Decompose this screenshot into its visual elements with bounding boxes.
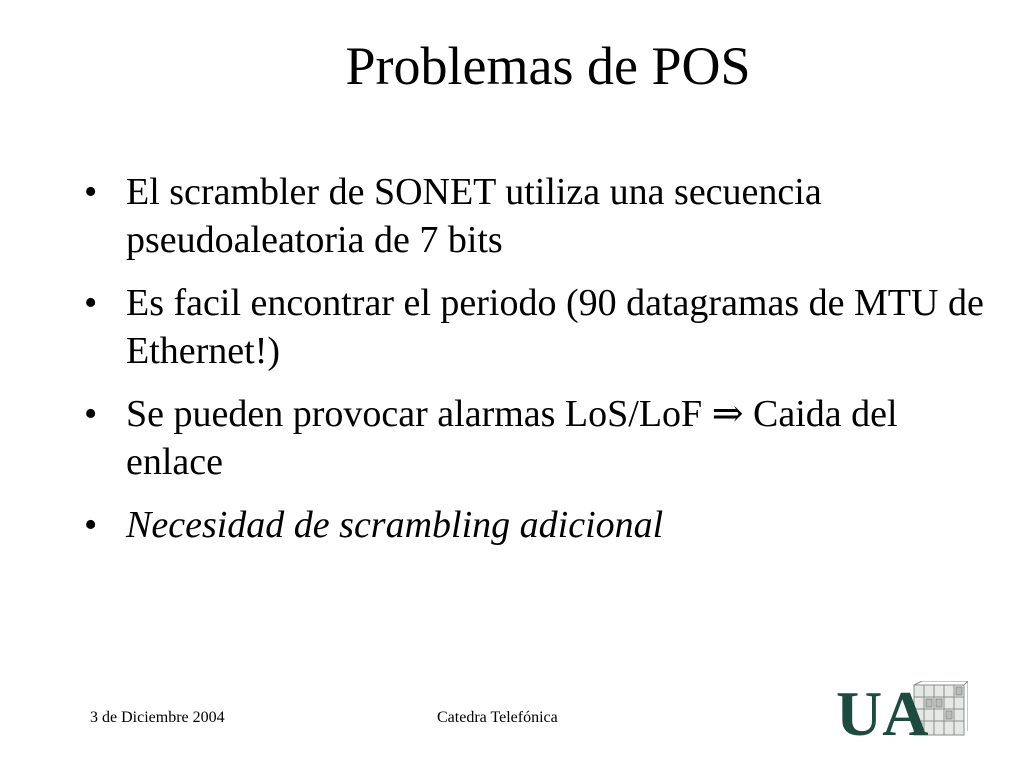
bullet-marker: •	[84, 393, 98, 435]
bullet-text: El scrambler de SONET utiliza una secuencia pseudoaleatoria de 7 bits	[126, 171, 822, 261]
bullet-text: Necesidad de scrambling adicional	[126, 504, 664, 546]
logo-lettering: UA	[836, 681, 929, 739]
bullet-text-part: Se pueden provocar alarmas LoS/LoF	[126, 393, 703, 435]
footer-date: 3 de Diciembre 2004	[90, 709, 225, 726]
bullet-item	[84, 279, 984, 375]
uam-logo	[836, 681, 968, 739]
footer-center-text: Catedra Telefónica	[437, 709, 558, 726]
uam-logo-graphic	[836, 681, 968, 739]
bullet-item	[84, 501, 984, 549]
bullet-item	[84, 390, 984, 486]
slide-title: Problemas de POS	[345, 36, 751, 96]
implies-arrow-icon: ⇒	[711, 393, 744, 435]
bullet-marker: •	[84, 282, 98, 324]
bullet-text: Es facil encontrar el periodo (90 datagramas de MTU de Ethernet!)	[126, 282, 984, 372]
bullet-marker: •	[84, 171, 98, 213]
bullet-list	[84, 168, 984, 564]
bullet-text-part: Caida del enlace	[126, 393, 898, 483]
bullet-marker: •	[84, 504, 98, 546]
bullet-text	[126, 390, 984, 486]
bullet-item	[84, 168, 984, 264]
